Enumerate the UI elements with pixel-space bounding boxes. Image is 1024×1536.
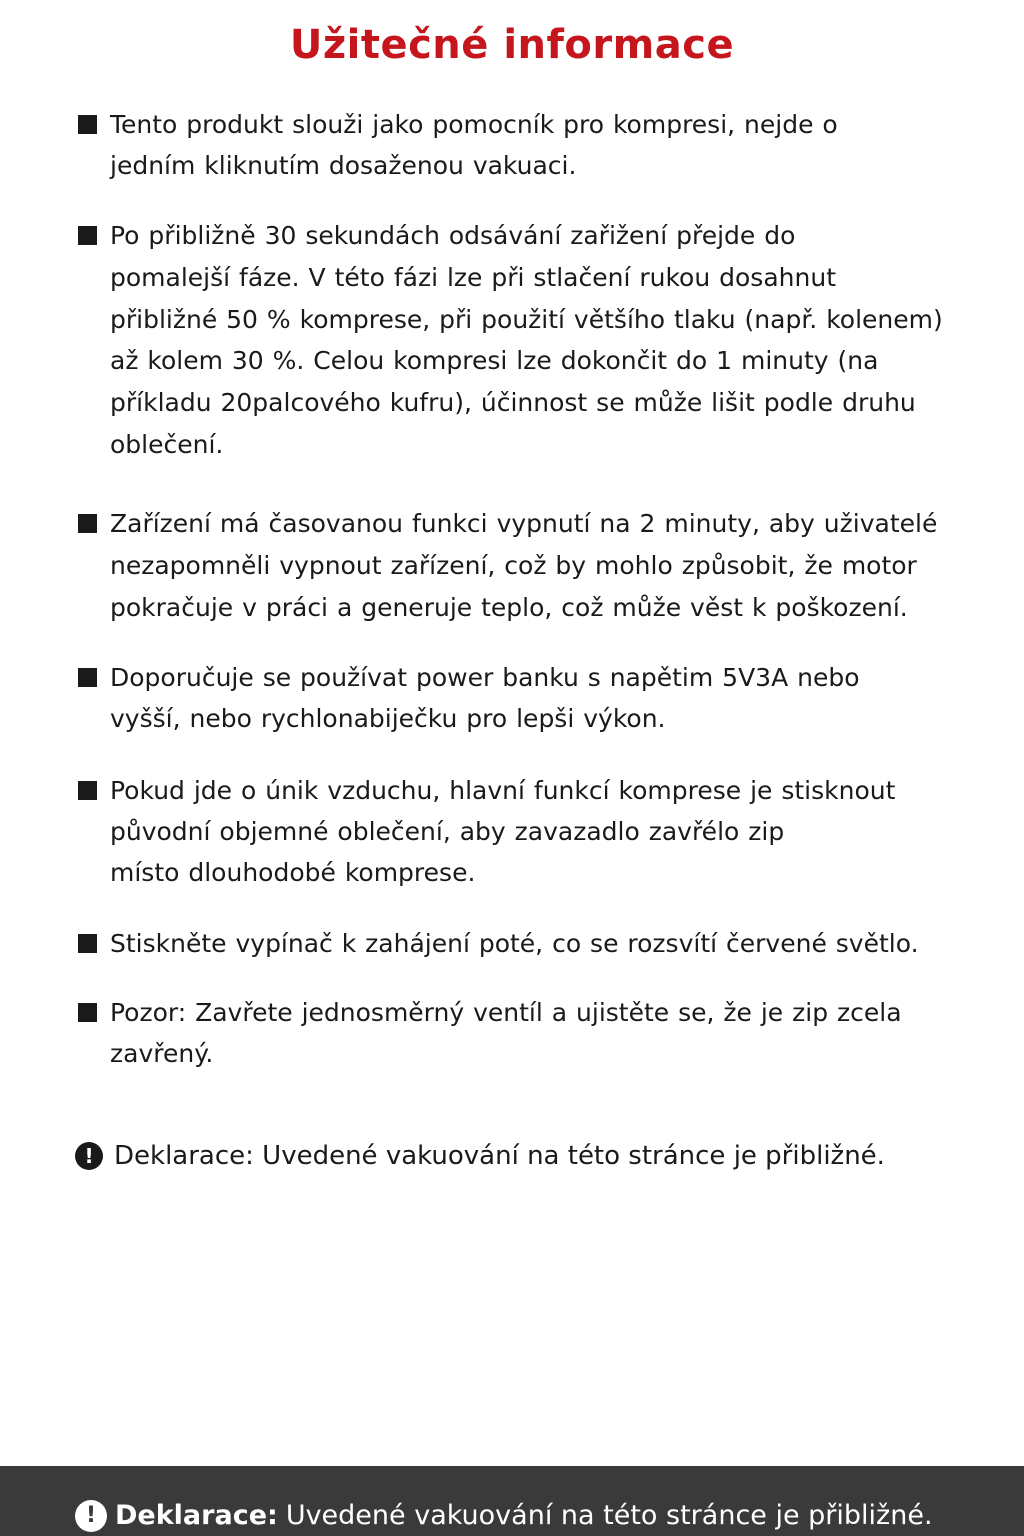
info-line: místo dlouhodobé komprese. bbox=[110, 858, 476, 887]
info-item bbox=[78, 503, 998, 629]
bullet-square-icon bbox=[78, 1003, 97, 1022]
info-line: přibližné 50 % komprese, při použití většího tlaku (např. kolenem) bbox=[110, 304, 943, 334]
info-line: oblečení. bbox=[110, 429, 224, 459]
info-line: Tento produkt slouži jako pomocník pro kompresi, nejde o bbox=[110, 110, 838, 139]
info-line: Stiskněte vypínač k zahájení poté, co se rozsvítí červené světlo. bbox=[110, 929, 919, 958]
info-item-text bbox=[110, 104, 998, 186]
info-item-text bbox=[110, 770, 998, 893]
info-item-text bbox=[110, 992, 998, 1074]
info-line: Doporučuje se používat power banku s napětim 5V3A nebo bbox=[110, 663, 860, 692]
info-line: jedním kliknutím dosaženou vakuaci. bbox=[110, 151, 577, 180]
footer-declaration bbox=[75, 1496, 933, 1536]
info-item bbox=[78, 992, 998, 1074]
bullet-square-icon bbox=[78, 514, 97, 533]
info-item bbox=[78, 215, 998, 466]
bullet-square-icon bbox=[78, 934, 97, 953]
info-line: Pokud jde o únik vzduchu, hlavní funkcí komprese je stisknout bbox=[110, 776, 896, 805]
info-line: zavřený. bbox=[110, 1039, 214, 1068]
info-item bbox=[78, 770, 998, 893]
info-line: až kolem 30 %. Celou kompresi lze dokončit do 1 minuty (na bbox=[110, 346, 879, 376]
footer-label: Deklarace: bbox=[115, 1500, 278, 1531]
info-item-text bbox=[110, 657, 998, 739]
exclamation-circle-icon: ! bbox=[75, 1142, 103, 1170]
info-line: pomalejší fáze. V této fázi lze při stlačení rukou dosahnut bbox=[110, 262, 836, 292]
footer-text: Uvedené vakuování na této stránce je přibližné. bbox=[285, 1500, 933, 1531]
declaration-note bbox=[75, 1136, 885, 1176]
info-line: pokračuje v práci a generuje teplo, což může věst k poškození. bbox=[110, 593, 908, 622]
bullet-square-icon bbox=[78, 668, 97, 687]
info-line: Po přibližně 30 sekundách odsávání zařižení přejde do bbox=[110, 221, 796, 250]
info-item bbox=[78, 657, 998, 739]
info-item-text bbox=[110, 503, 998, 629]
bullet-square-icon bbox=[78, 115, 97, 134]
info-item bbox=[78, 104, 998, 186]
info-line: původní objemné oblečení, aby zavazadlo zavřélo zip bbox=[110, 817, 785, 846]
info-item bbox=[78, 923, 998, 964]
info-line: nezapomněli vypnout zařízení, což by mohlo způsobit, že motor bbox=[110, 551, 917, 580]
exclamation-circle-icon: ! bbox=[75, 1500, 107, 1532]
info-item-text bbox=[110, 215, 998, 466]
declaration-text: Deklarace: Uvedené vakuování na této stránce je přibližné. bbox=[114, 1141, 885, 1171]
info-line: Zařízení má časovanou funkci vypnutí na 2 minuty, aby uživatelé bbox=[110, 509, 938, 538]
info-item-text bbox=[110, 923, 998, 964]
bullet-square-icon bbox=[78, 781, 97, 800]
info-line: Pozor: Zavřete jednosměrný ventíl a ujistěte se, že je zip zcela bbox=[110, 998, 902, 1027]
info-line: příkladu 20palcového kufru), účinnost se může lišit podle druhu bbox=[110, 388, 916, 418]
bullet-square-icon bbox=[78, 226, 97, 245]
info-line: vyšší, nebo rychlonabiječku pro lepši výkon. bbox=[110, 704, 666, 733]
page-title: Užitečné informace bbox=[289, 22, 735, 68]
